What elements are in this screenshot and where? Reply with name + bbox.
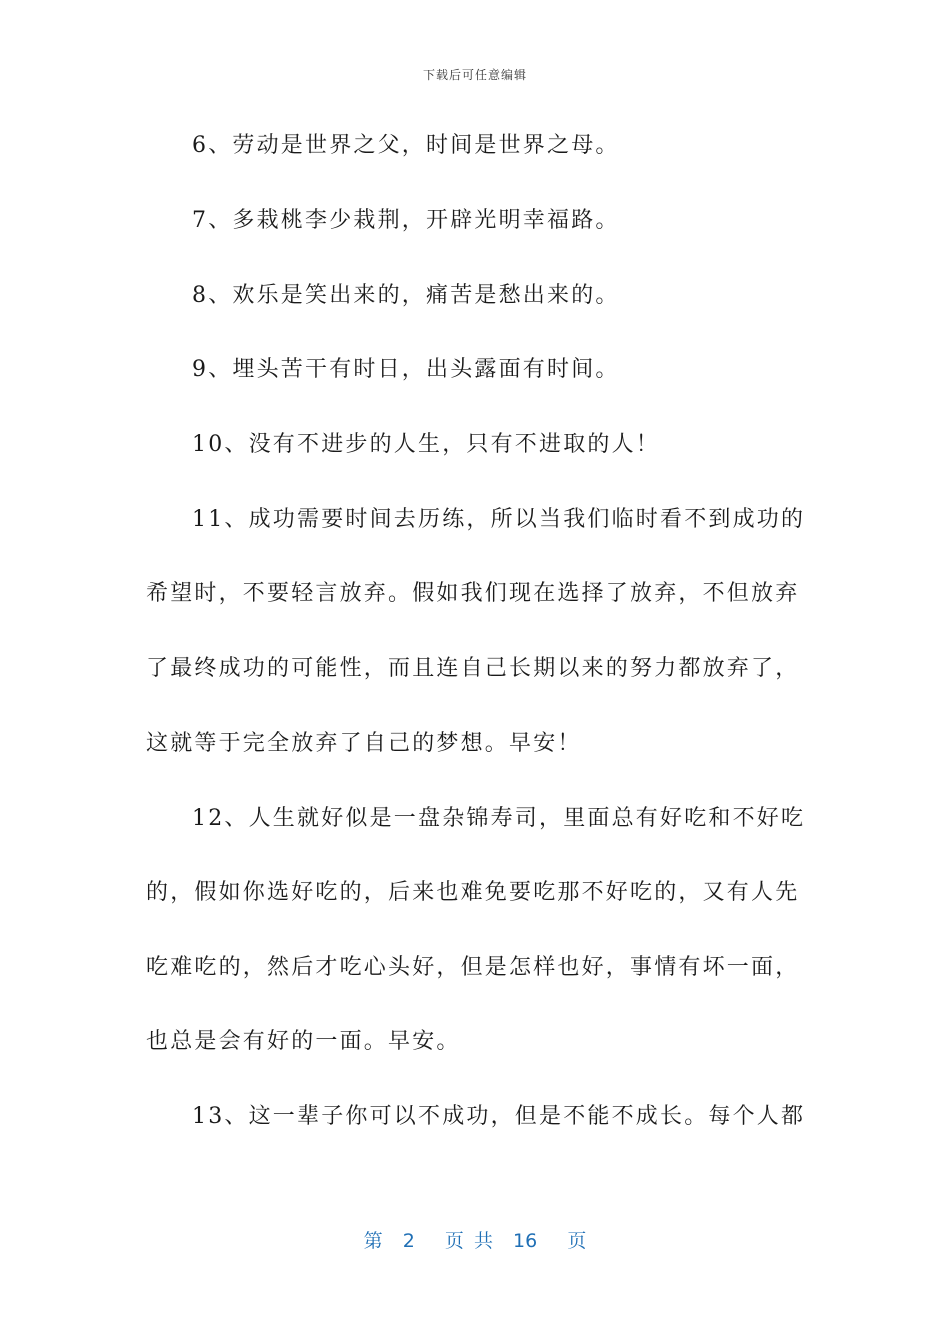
paragraph-11-line-2: 希望时，不要轻言放弃。假如我们现在选择了放弃，不但放弃 bbox=[146, 581, 800, 606]
text-line-9: 9、埋头苦干有时日，出头露面有时间。 bbox=[192, 357, 620, 382]
paragraph-11-line-4: 这就等于完全放弃了自己的梦想。早安！ bbox=[146, 731, 582, 756]
paragraph-12-line-3: 吃难吃的，然后才吃心头好，但是怎样也好，事情有坏一面， bbox=[146, 955, 800, 980]
paragraph-13-line-1: 13、这一辈子你可以不成功，但是不能不成长。每个人都 bbox=[192, 1104, 806, 1129]
text-line-8: 8、欢乐是笑出来的，痛苦是愁出来的。 bbox=[192, 283, 620, 308]
page-number-footer: 第 2 页 共 16 页 bbox=[363, 1230, 587, 1252]
text-line-10: 10、没有不进步的人生，只有不进取的人！ bbox=[192, 432, 660, 457]
paragraph-11-line-1: 11、成功需要时间去历练，所以当我们临时看不到成功的 bbox=[192, 507, 806, 532]
text-line-6: 6、劳动是世界之父，时间是世界之母。 bbox=[192, 133, 620, 158]
page-header-note: 下载后可任意编辑 bbox=[422, 68, 527, 82]
paragraph-12-line-4: 也总是会有好的一面。早安。 bbox=[146, 1029, 461, 1054]
paragraph-11-line-3: 了最终成功的可能性，而且连自己长期以来的努力都放弃了， bbox=[146, 656, 800, 681]
text-line-7: 7、多栽桃李少栽荆，开辟光明幸福路。 bbox=[192, 208, 620, 233]
paragraph-12-line-2: 的，假如你选好吃的，后来也难免要吃那不好吃的，又有人先 bbox=[146, 880, 800, 905]
paragraph-12-line-1: 12、人生就好似是一盘杂锦寿司，里面总有好吃和不好吃 bbox=[192, 806, 806, 831]
